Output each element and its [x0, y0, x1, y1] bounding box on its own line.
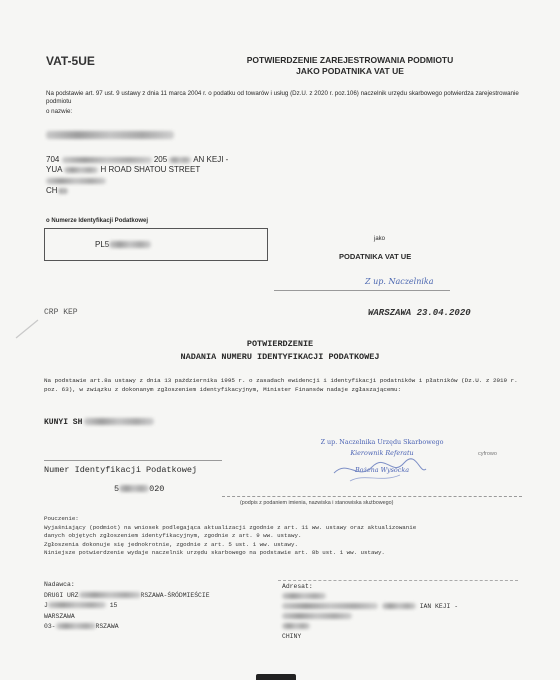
name-label: o nazwie: [46, 108, 73, 115]
address-line2: YUA H ROAD SHATOU STREET [46, 165, 201, 174]
decision-title-line1: POTWIERDZENIE [246, 339, 314, 349]
signature-line [274, 290, 450, 291]
as-label: jako [374, 236, 386, 242]
stamp-line3: Bożena Wysocka [354, 466, 410, 474]
scan-bar [256, 674, 296, 680]
signature-line-lower [222, 496, 522, 497]
redacted-name [46, 126, 174, 144]
addressee-line4 [282, 622, 522, 632]
form-code: VAT-5UE [46, 54, 95, 68]
notes-title: Pouczenie: [44, 515, 79, 522]
addressee-label: Adresat: [282, 583, 313, 590]
handwritten-signature [330, 455, 430, 485]
form-title [200, 55, 500, 77]
as-value: PODATNIKA VAT UE [339, 252, 412, 261]
addressee-frame-top [278, 580, 518, 581]
nip-label-lower: Numer Identyfikacji Podatkowej [44, 465, 198, 475]
decision-body-text: Na podstawie art.8a ustawy z dnia 13 października 1995 r. o zasadach ewidencji i identyfikacji podatników i płatników (Dz.U. z 2019 r. poz. 63), w związku z dokonanym zgłoszeniem identyfikacyjnym, Minister Finansów nadaje zgłaszającemu: [44, 377, 518, 393]
address-line3 [46, 176, 306, 186]
addressee-block [282, 580, 522, 652]
decision-title-line2: NADANIA NUMERU IDENTYFIKACJI PODATKOWEJ [180, 352, 380, 362]
divider-left [44, 460, 222, 461]
form-title-line2: JAKO PODATNIKA VAT UE [296, 66, 404, 76]
sender-label: Nadawca: [44, 581, 75, 588]
recipient-name: KUNYI SH [44, 418, 154, 427]
sender-block [44, 580, 274, 633]
stamp-note: cyfrowo [478, 451, 497, 457]
nip-value: PL5 [95, 240, 151, 249]
stamp-line2: Kierownik Referatu [350, 449, 414, 457]
place-date: WARSZAWA 23.04.2020 [368, 308, 471, 318]
notes-line2: danych objętych zgłoszeniem identyfikacyjnym, zgodnie z art. 9 ww. ustawy. [44, 532, 302, 540]
sender-line2: J 15 [44, 602, 118, 609]
decision-title [100, 338, 460, 364]
sender-line4: 03- RSZAWA [44, 623, 119, 630]
addressee-line3 [282, 612, 522, 622]
addressee-line2: IAN KEJI - [282, 602, 522, 612]
nip-value-lower: 5 020 [114, 484, 165, 494]
addressee-line1 [282, 592, 522, 602]
scan-mark [14, 318, 42, 340]
nip-label: o Numerze Identyfikacji Podatkowej [46, 218, 149, 224]
notes-line3: Zgłoszenia dokonuje się jednokrotnie, zgodnie z art. 5 ust. 1 ww. ustawy. [44, 540, 298, 548]
notes-line1: Wyjaśniający (podmiot) na wniosek podlegająca aktualizacji zgodnie z art. 11 ww. ustawy oraz aktualizowanie [44, 523, 417, 531]
notes-block [44, 515, 534, 558]
sender-line3: WARSZAWA [44, 612, 75, 620]
legal-basis-text: Na podstawie art. 97 ust. 9 ustawy z dnia 11 marca 2004 r. o podatku od towarów i usług (Dz.U. z 2020 r. poz.106) naczelnik urzędu skarbowego potwierdza zarejestrowanie podmiotu [46, 90, 519, 105]
stamp-line1: Z up. Naczelnika Urzędu Skarbowego [320, 438, 444, 446]
nip-box [44, 228, 268, 261]
address-line1: 704 205 AN KEJI - [46, 155, 229, 164]
addressee-line5: CHINY [282, 633, 302, 640]
sender-line1: DRUGI URZ RSZAWA-ŚRÓDMIEŚCIE [44, 591, 210, 599]
signature-caption: (podpis z podaniem imienia, nazwiska i stanowiska służbowego) [240, 500, 394, 506]
notes-line4: Niniejsze potwierdzenie wydaje naczelnik urzędu skarbowego na podstawie art. 8b ust. 1 ww. ustawy. [44, 549, 385, 557]
address-block [46, 155, 306, 196]
signature-script: Z up. Naczelnika [365, 277, 434, 286]
address-line4: CH [46, 186, 306, 196]
reference-code: CRP KEP [44, 308, 78, 317]
form-title-line1: POTWIERDZENIE ZAREJESTROWANIA PODMIOTU [246, 55, 454, 65]
